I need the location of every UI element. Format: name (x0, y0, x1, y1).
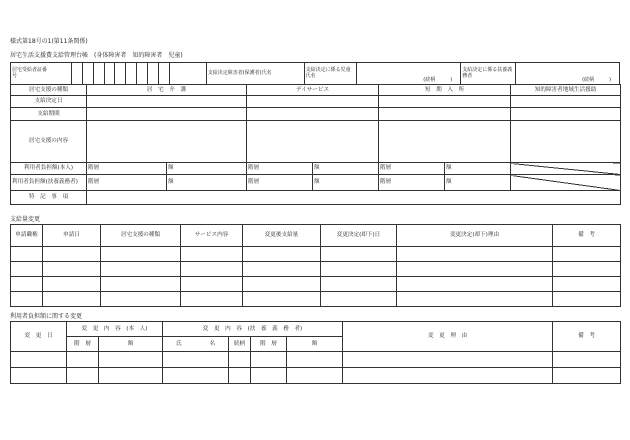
relation-header: 続柄 (229, 337, 251, 352)
cell[interactable] (379, 121, 511, 163)
row-label-date: 支給決定日 (11, 96, 87, 108)
recipient-no-digit[interactable] (137, 63, 148, 85)
grade-label: 階層 (379, 163, 445, 175)
change-section-heading: 支給量変更 (10, 216, 41, 223)
cell[interactable] (379, 96, 511, 108)
grade-label: 階層 (247, 175, 313, 191)
recipient-no-label: 居宅受給者証番 号 (11, 63, 72, 85)
recipient-no-digit[interactable] (158, 63, 169, 85)
grade2-header: 階 層 (251, 337, 287, 352)
table-row (11, 368, 621, 384)
cell[interactable] (379, 108, 511, 121)
cell[interactable] (87, 96, 247, 108)
change-date-header: 変 更 日 (11, 322, 67, 352)
recipient-no-digit[interactable] (104, 63, 115, 85)
table-row (11, 247, 621, 262)
header-application-date: 申請日 (43, 225, 101, 247)
cell[interactable] (87, 121, 247, 163)
supported-name-label: 支給決定障害者(保護者)氏名 (206, 63, 304, 85)
guardian-name-label: 支給決定に係る扶養義務者 (461, 63, 515, 85)
cell[interactable] (247, 121, 379, 163)
support-table (10, 84, 621, 205)
col-home-care: 居 宅 介 護 (87, 85, 247, 96)
col-day-service: デイサービス (247, 85, 379, 96)
notes-cell[interactable] (87, 191, 621, 205)
table-row (11, 277, 621, 292)
header-remarks: 備 考 (553, 225, 621, 247)
table-row (11, 352, 621, 368)
spacer-cell (169, 63, 206, 85)
recipient-no-digit[interactable] (126, 63, 137, 85)
cell[interactable] (87, 108, 247, 121)
relation-1: (続柄 ) (356, 63, 460, 85)
header-decision-date: 変更決定(却下)日 (321, 225, 397, 247)
amount-label: 額 (445, 175, 511, 191)
grade-header: 階 層 (67, 337, 99, 352)
header-service-content: サービス内容 (181, 225, 243, 247)
amount2-header: 額 (287, 337, 343, 352)
row-label-type: 居宅支援の種類 (11, 85, 87, 96)
row-label-content: 居宅支援の内容 (11, 121, 87, 163)
cell[interactable] (511, 96, 621, 108)
header-support-type: 居宅支援の種類 (101, 225, 181, 247)
table-row (11, 292, 621, 307)
self-change-header: 変 更 内 容 (本 人) (67, 322, 163, 337)
diagonal-cell (511, 163, 621, 175)
row-label-notes: 特 記 事 項 (11, 191, 87, 205)
recipient-no-digit[interactable] (82, 63, 93, 85)
recipient-no-digit[interactable] (93, 63, 104, 85)
recipient-no-digit[interactable] (115, 63, 126, 85)
fee-section-heading: 利用者負担額に関する変更 (10, 313, 83, 320)
header-table (10, 62, 620, 85)
recipient-no-digit[interactable] (148, 63, 159, 85)
page-title: 居宅生活支援費支給管理台帳 (身体障害者 知的障害者 児童) (10, 52, 183, 59)
grade-label: 階層 (379, 175, 445, 191)
cell[interactable] (247, 108, 379, 121)
grade-label: 階層 (87, 163, 167, 175)
col-short-stay: 短 期 入 所 (379, 85, 511, 96)
remarks-header: 備 考 (553, 322, 621, 352)
amount-label: 額 (445, 163, 511, 175)
cell[interactable] (511, 121, 621, 163)
recipient-no-digit[interactable] (71, 63, 82, 85)
header-application: 申請職権 (11, 225, 43, 247)
row-label-period: 支給期間 (11, 108, 87, 121)
cell[interactable] (247, 96, 379, 108)
table-row (11, 262, 621, 277)
amount-label: 額 (167, 175, 247, 191)
row-label-fee-self: 利用者負担額(本人) (11, 163, 87, 175)
diagonal-cell (511, 175, 621, 191)
row-label-fee-guardian: 利用者負担額(扶養義務者) (11, 175, 87, 191)
amount-label: 額 (313, 175, 379, 191)
form-label: 様式第18号の1(第11条関係) (10, 38, 88, 45)
fee-change-table (10, 321, 621, 384)
amount-label: 額 (313, 163, 379, 175)
header-decision-reason: 変更決定(却下)理由 (397, 225, 553, 247)
grade-label: 階層 (87, 175, 167, 191)
header-new-quantity: 変更後支給量 (243, 225, 321, 247)
amount-header: 額 (99, 337, 163, 352)
relation-2: (続柄 ) (515, 63, 619, 85)
child-name-label: 支給決定に係る児童氏名 (304, 63, 356, 85)
reason-header: 変 更 理 由 (343, 322, 553, 352)
name-header: 氏 名 (163, 337, 229, 352)
guardian-change-header: 変 更 内 容 (扶 養 義 務 者) (163, 322, 343, 337)
quantity-change-table (10, 224, 621, 307)
grade-label: 階層 (247, 163, 313, 175)
col-community: 知的障害者地域生活援助 (511, 85, 621, 96)
cell[interactable] (511, 108, 621, 121)
amount-label: 額 (167, 163, 247, 175)
